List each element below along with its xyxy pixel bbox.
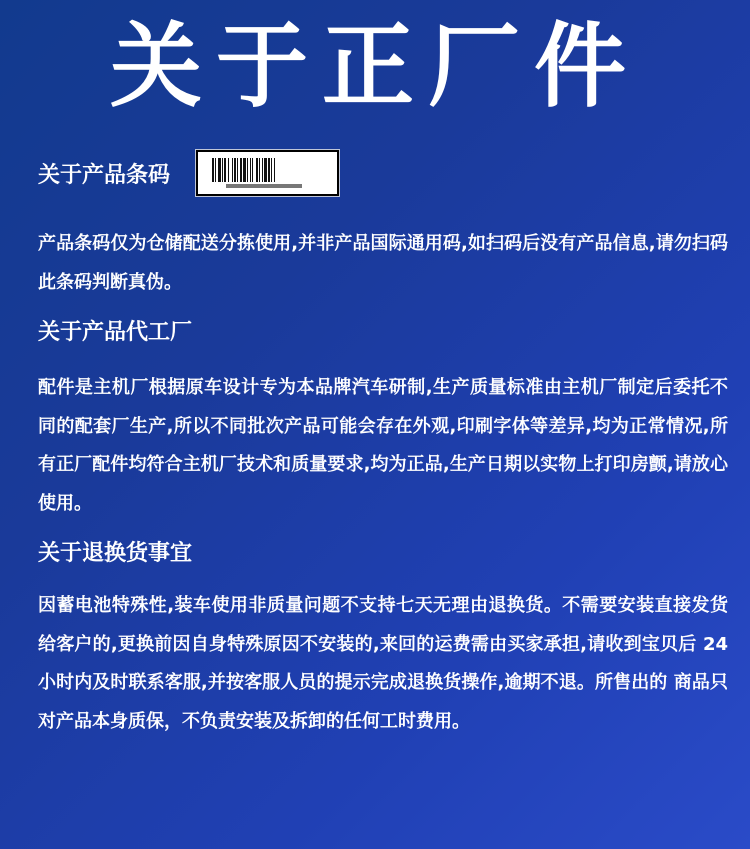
barcode-stripe (264, 158, 267, 182)
section-heading-factory: 关于产品代工厂 (38, 320, 193, 345)
barcode-image (196, 150, 339, 196)
barcode-stripe (252, 158, 253, 182)
barcode-stripe (256, 158, 258, 182)
barcode-stripe (243, 158, 246, 182)
section-body-returns: 因蓄电池特殊性,装车使用非质量问题不支持七天无理由退换货。不需要安装直接发货 给客户的,更换前因自身特殊原因不安装的,来回的运费需由买家承担,请收到宝贝后 24小时内及时联系客服,并按客服人员的提示完成退换货操作,逾期不退。所售出的 商品只对产品本身质保，不负责安装及拆卸的任何工时费用。 (38, 595, 728, 732)
barcode-stripe (237, 158, 238, 182)
section-heading-barcode: 关于产品条码 (38, 163, 171, 188)
barcode-stripe (247, 158, 248, 182)
section-body-factory: 配件是主机厂根据原车设计专为本品牌汽车研制,生产质量标准由主机厂制定后委托不同的配套厂生产,所以不同批次产品可能会存在外观,印刷字体等差异,均为正常情况,所有正厂配件均符合主机厂技术和质量要求,均为正品,生产日期以实物上打印房颤,请放心使用。 (38, 377, 728, 514)
barcode-stripe (224, 158, 226, 182)
barcode-icon (198, 152, 337, 194)
barcode-stripe (228, 158, 229, 182)
barcode-stripe (271, 158, 272, 182)
page-title: 关于正厂件 (109, 13, 640, 120)
barcode-stripe (274, 158, 275, 182)
barcode-stripe (218, 158, 221, 182)
barcode-stripe (268, 158, 270, 182)
barcode-stripe (234, 158, 236, 182)
barcode-stripe (259, 158, 260, 182)
barcode-stripe (240, 158, 242, 182)
barcode-stripe (222, 158, 223, 182)
barcode-stripe (250, 158, 251, 182)
barcode-stripe (215, 158, 216, 182)
barcode-stripe (212, 158, 214, 182)
barcode-stripe (232, 158, 233, 182)
section-heading-returns: 关于退换货事宜 (38, 541, 193, 566)
barcode-stripe (262, 158, 263, 182)
section-body-barcode: 产品条码仅为仓储配送分拣使用,并非产品国际通用码,如扫码后没有产品信息,请勿扫码此条码判断真伪。 (38, 233, 728, 293)
